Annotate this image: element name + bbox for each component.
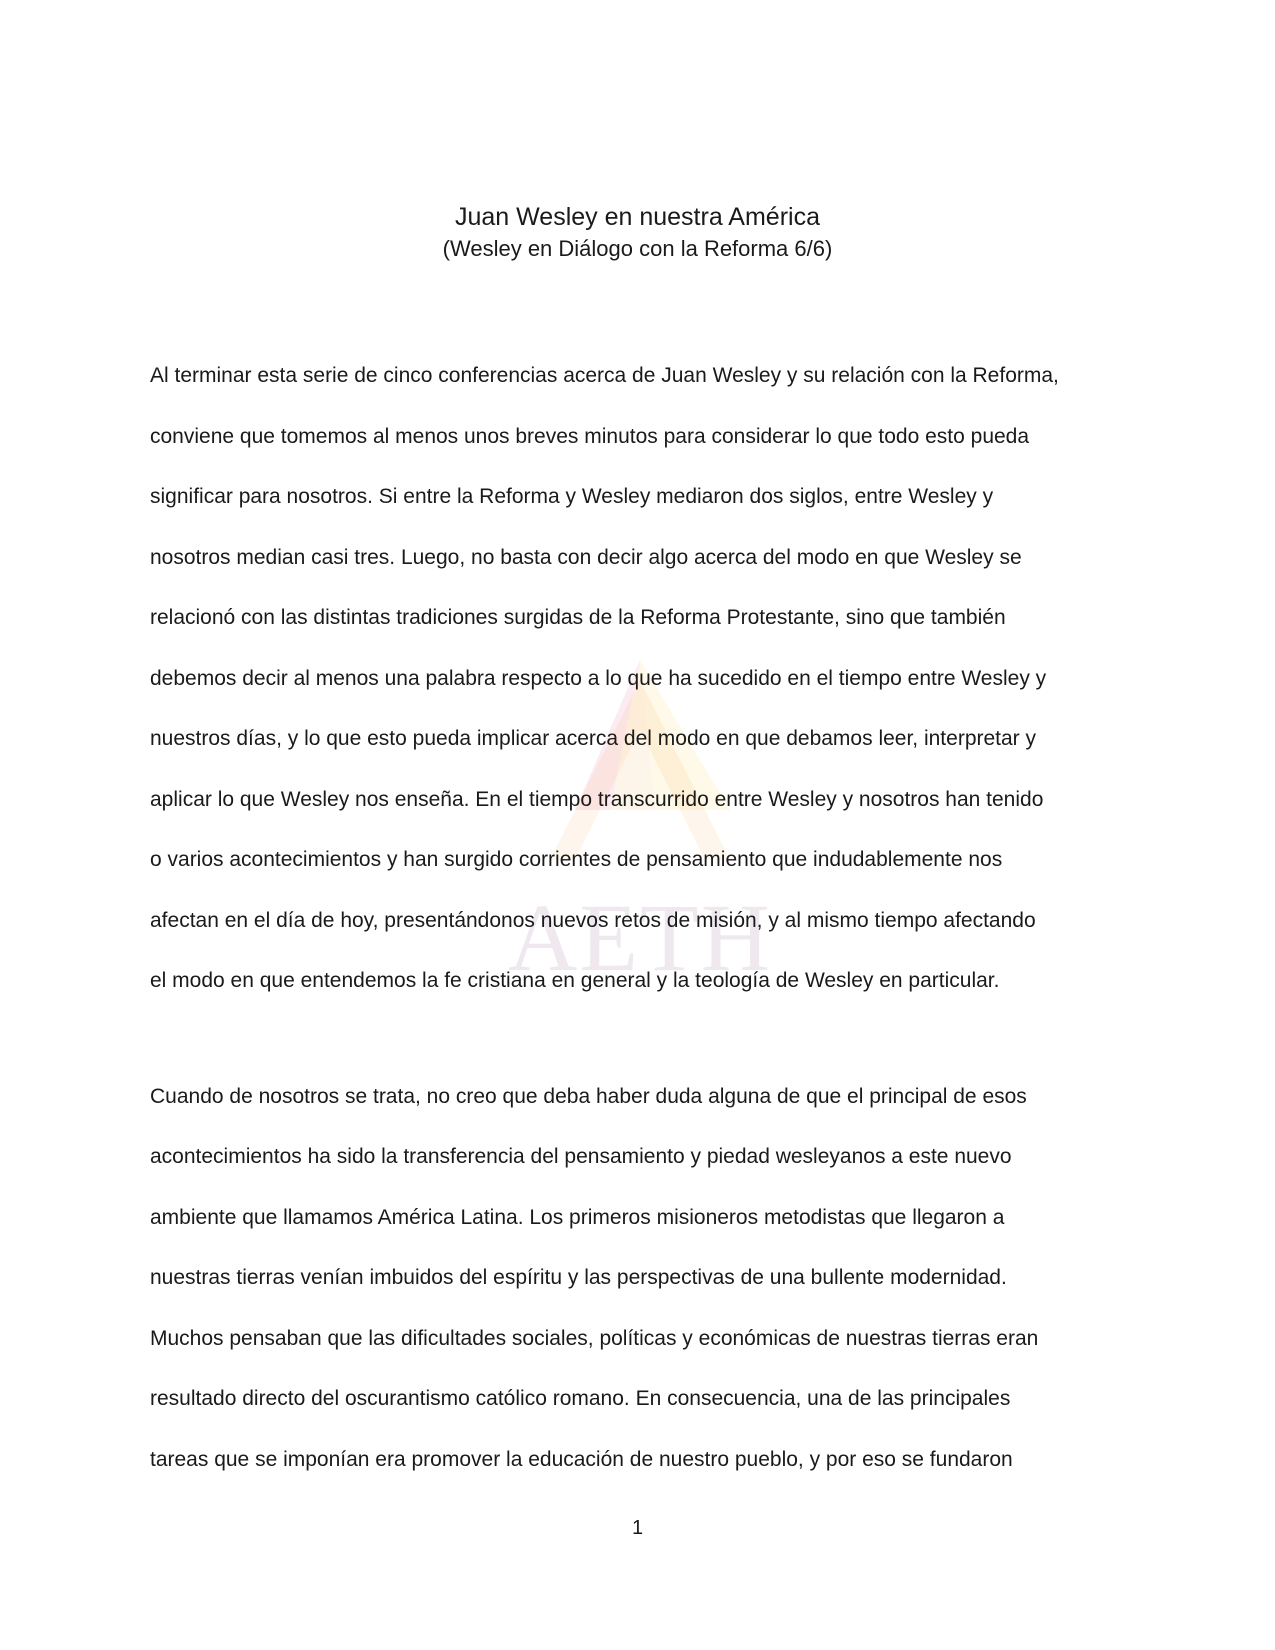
text-line: significar para nosotros. Si entre la Reforma y Wesley mediaron dos siglos, entre Wesley y <box>150 485 994 508</box>
paragraph-1 <box>150 346 1135 1012</box>
text-line: ambiente que llamamos América Latina. Los primeros misioneros metodistas que llegaron a <box>150 1205 1005 1229</box>
text-line: nuestros días, y lo que esto pueda implicar acerca del modo en que debamos leer, interpretar y <box>150 727 1037 750</box>
text-line: o varios acontecimientos y han surgido corrientes de pensamiento que indudablemente nos <box>150 848 1003 871</box>
text-line: relacionó con las distintas tradiciones surgidas de la Reforma Protestante, sino que también <box>150 606 1006 629</box>
text-line: acontecimientos ha sido la transferencia del pensamiento y piedad wesleyanos a este nuevo <box>150 1145 1012 1168</box>
text-line: nuestras tierras venían imbuidos del espíritu y las perspectivas de una bullente modernidad. <box>150 1266 1007 1289</box>
text-line: debemos decir al menos una palabra respecto a lo que ha sucedido en el tiempo entre Wesley y <box>150 666 1047 690</box>
body-text <box>150 346 1135 1490</box>
document-title: Juan Wesley en nuestra América <box>454 203 820 231</box>
title-block <box>0 200 1275 264</box>
text-line: Al terminar esta serie de cinco conferencias acerca de Juan Wesley y su relación con la Reforma, <box>150 364 1059 387</box>
paragraph-2 <box>150 1067 1135 1491</box>
page-number: 1 <box>631 1517 644 1539</box>
text-line: conviene que tomemos al menos unos breves minutos para considerar lo que todo esto pueda <box>150 424 1030 448</box>
text-line: tareas que se imponían era promover la educación de nuestro pueblo, y por eso se fundaron <box>150 1447 1013 1471</box>
text-line: resultado directo del oscurantismo católico romano. En consecuencia, una de las principales <box>150 1387 1011 1410</box>
text-line: nosotros median casi tres. Luego, no basta con decir algo acerca del modo en que Wesley se <box>150 545 1022 569</box>
text-line: el modo en que entendemos la fe cristiana en general y la teología de Wesley en particular. <box>150 969 1000 992</box>
watermark-text: AETH <box>508 884 772 991</box>
text-line: aplicar lo que Wesley nos enseña. En el tiempo transcurrido entre Wesley y nosotros han tenido <box>150 787 1044 811</box>
text-line: Muchos pensaban que las dificultades sociales, políticas y económicas de nuestras tierras eran <box>150 1326 1039 1350</box>
text-line: afectan en el día de hoy, presentándonos nuevos retos de misión, y al mismo tiempo afectando <box>150 908 1036 932</box>
text-line: Cuando de nosotros se trata, no creo que deba haber duda alguna de que el principal de esos <box>150 1084 1027 1108</box>
document-subtitle: (Wesley en Diálogo con la Reforma 6/6) <box>442 236 833 261</box>
